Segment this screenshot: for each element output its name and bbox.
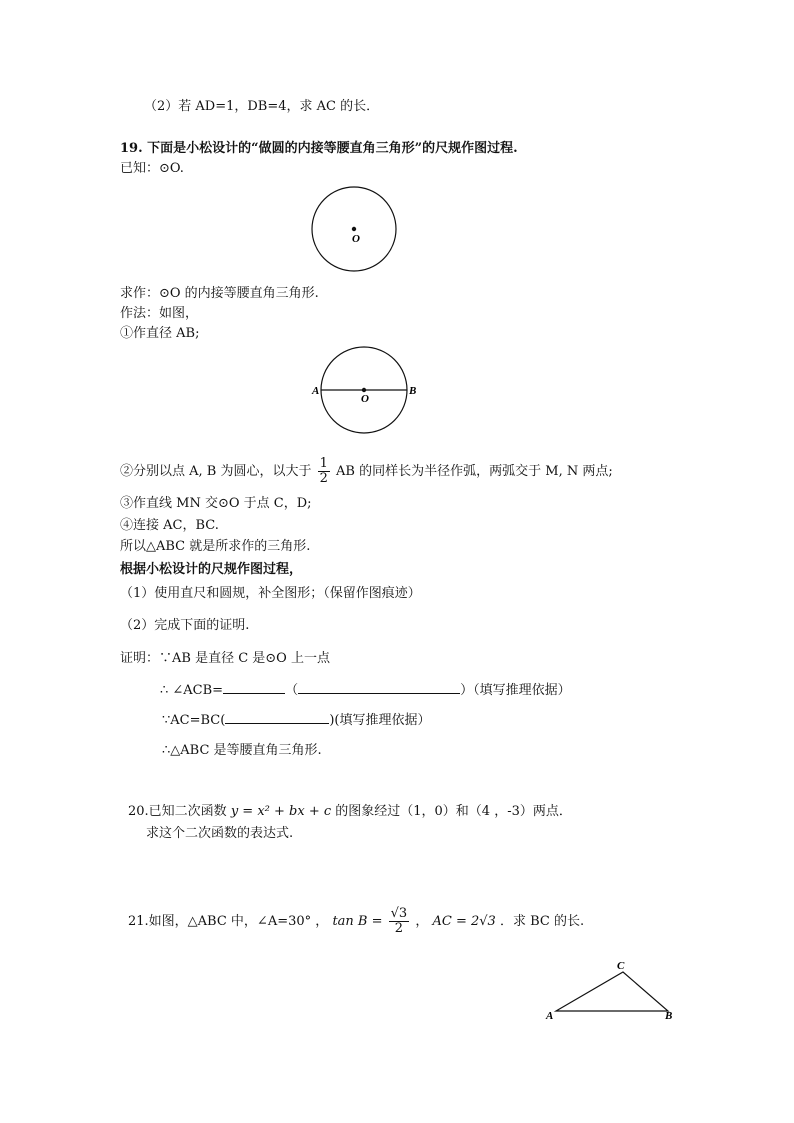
q21-text-c: ．求 BC 的长. bbox=[499, 914, 585, 929]
q19-proof2 bbox=[160, 680, 571, 700]
proof2-a: ∴ ∠ACB= bbox=[160, 683, 224, 698]
step2-after: AB 的同样长为半径作弧，两弧交于 M, N 两点; bbox=[336, 464, 613, 479]
tri-label-a: A bbox=[546, 1010, 554, 1022]
q19-task2: （2）完成下面的证明. bbox=[120, 618, 250, 633]
q20-formula: y = x² + bx + c bbox=[230, 804, 332, 819]
q19-step1: ①作直径 AB; bbox=[120, 326, 200, 341]
q21-text-b: ， bbox=[415, 914, 429, 929]
proof2-b: （ bbox=[285, 683, 299, 698]
q21-tan-numerator: √3 bbox=[390, 906, 408, 921]
q19-task-intro: 根据小松设计的尺规作图过程， bbox=[120, 562, 303, 577]
label-a: A bbox=[312, 385, 320, 397]
reason-blank-1[interactable] bbox=[298, 680, 460, 694]
center-point bbox=[352, 227, 356, 231]
proof3-b: )(填写推理依据） bbox=[329, 713, 431, 728]
q19-task1: （1）使用直尺和圆规，补全图形；（保留作图痕迹） bbox=[120, 586, 421, 601]
label-b: B bbox=[409, 385, 417, 397]
q19-proof3 bbox=[162, 710, 430, 730]
q20-line1 bbox=[128, 803, 572, 821]
q19-title: 19. 下面是小松设计的“做圆的内接等腰直角三角形”的尺规作图过程. bbox=[120, 141, 518, 156]
reason-blank-2[interactable] bbox=[225, 710, 329, 724]
q21-fraction bbox=[389, 907, 410, 936]
label-o: O bbox=[361, 393, 369, 405]
q21-statement bbox=[128, 902, 584, 942]
tri-label-c: C bbox=[617, 960, 625, 972]
proof2-c: ）（填写推理依据） bbox=[460, 683, 571, 698]
q21-text-a: 21.如图，△ABC 中，∠A=30° ， bbox=[128, 914, 329, 929]
step2-before: ②分别以点 A, B 为圆心，以大于 bbox=[120, 464, 312, 479]
angle-blank[interactable] bbox=[223, 680, 285, 694]
q20-line1-b: 的图象经过（1，0）和（4 ，-3）两点． bbox=[335, 804, 572, 819]
circle-figure-1 bbox=[300, 180, 410, 280]
triangle-figure bbox=[540, 955, 690, 1025]
fraction-denominator: 2 bbox=[319, 471, 328, 486]
q19-goal: 求作：⊙O 的内接等腰直角三角形. bbox=[120, 286, 319, 301]
fraction-half bbox=[318, 457, 330, 486]
q18-part2: （2）若 AD=1，DB=4，求 AC 的长． bbox=[144, 99, 380, 114]
q19-proof4: ∴△ABC 是等腰直角三角形. bbox=[162, 743, 322, 758]
circle-figure-2 bbox=[300, 340, 430, 440]
proof3-a: ∵AC=BC( bbox=[162, 713, 226, 728]
q19-step4: ④连接 AC，BC. bbox=[120, 518, 219, 533]
q21-ac-label: AC = 2√3 bbox=[432, 914, 496, 929]
q21-tan-label: tan B = bbox=[332, 914, 383, 929]
fraction-numerator: 1 bbox=[319, 456, 328, 471]
q19-conclusion: 所以△ABC 就是所求作的三角形. bbox=[120, 539, 311, 554]
q19-known: 已知：⊙O. bbox=[120, 161, 184, 176]
q19-method: 作法：如图， bbox=[120, 306, 199, 321]
q20-line2: 求这个二次函数的表达式. bbox=[146, 826, 294, 841]
triangle-abc bbox=[556, 972, 668, 1011]
tri-label-b: B bbox=[665, 1010, 673, 1022]
center-point-2 bbox=[362, 388, 366, 392]
q21-tan-denominator: 2 bbox=[394, 921, 404, 936]
center-label: O bbox=[352, 233, 360, 245]
q19-proof1: 证明：∵AB 是直径 C 是⊙O 上一点 bbox=[120, 651, 330, 666]
q20-line1-a: 20.已知二次函数 bbox=[128, 804, 227, 819]
q19-step2 bbox=[120, 454, 613, 490]
q19-step3: ③作直线 MN 交⊙O 于点 C，D; bbox=[120, 496, 312, 511]
